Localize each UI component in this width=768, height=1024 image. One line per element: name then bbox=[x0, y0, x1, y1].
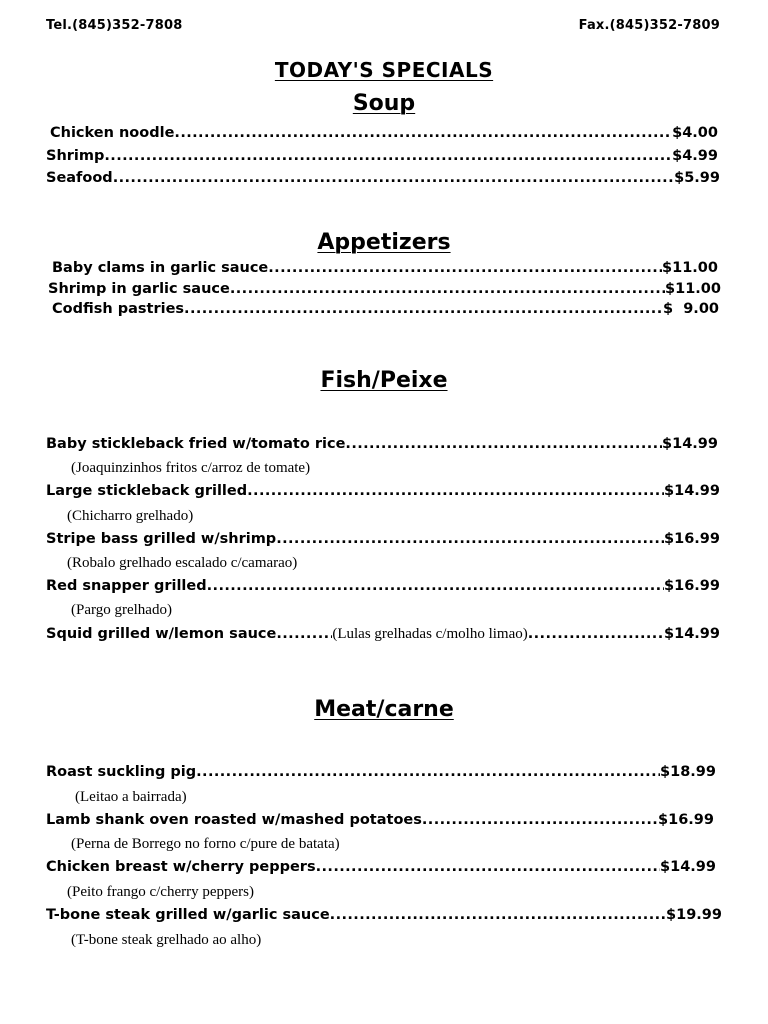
menu-item bbox=[46, 148, 718, 168]
item-name: Lamb shank oven roasted w/mashed potatoes bbox=[46, 812, 422, 828]
item-name: T-bone steak grilled w/garlic sauce bbox=[46, 907, 330, 923]
menu-item bbox=[50, 125, 718, 145]
item-portuguese-name: (T-bone steak grelhado ao alho) bbox=[71, 932, 262, 948]
dot-leader bbox=[345, 436, 662, 452]
item-portuguese-name: (Peito frango c/cherry peppers) bbox=[67, 884, 255, 900]
item-name: Chicken breast w/cherry peppers bbox=[46, 859, 316, 875]
meat-heading bbox=[0, 697, 768, 722]
dot-leader bbox=[422, 812, 658, 828]
fish-heading bbox=[0, 368, 768, 393]
item-price: $16.99 bbox=[664, 578, 720, 594]
item-price: $18.99 bbox=[660, 764, 716, 780]
item-name: Baby clams in garlic sauce bbox=[52, 260, 269, 276]
item-price: $16.99 bbox=[664, 531, 720, 547]
menu-item bbox=[46, 812, 714, 832]
dot-leader bbox=[276, 626, 332, 642]
item-name: Red snapper grilled bbox=[46, 578, 207, 594]
dot-leader bbox=[184, 301, 663, 317]
item-price: $14.99 bbox=[664, 626, 720, 642]
item-portuguese-name: (Lulas grelhadas c/molho limao) bbox=[332, 626, 528, 642]
dot-leader bbox=[113, 170, 674, 186]
item-price: $ 9.00 bbox=[663, 301, 719, 317]
meat-heading-text: Meat/carne bbox=[314, 697, 454, 722]
item-name: Codfish pastries bbox=[52, 301, 185, 317]
item-portuguese-name: (Leitao a bairrada) bbox=[75, 789, 187, 805]
item-price: $4.99 bbox=[672, 148, 718, 164]
menu-item bbox=[52, 301, 719, 321]
item-price: $14.99 bbox=[664, 483, 720, 499]
dot-leader bbox=[207, 578, 664, 594]
item-name: Squid grilled w/lemon sauce bbox=[46, 626, 277, 642]
item-name: Shrimp in garlic sauce bbox=[48, 281, 230, 297]
menu-item bbox=[48, 281, 721, 301]
item-price: $5.99 bbox=[674, 170, 720, 186]
item-name: Seafood bbox=[46, 170, 113, 186]
item-name: Baby stickleback fried w/tomato rice bbox=[46, 436, 346, 452]
menu-item bbox=[46, 859, 716, 879]
dot-leader bbox=[276, 531, 664, 547]
fish-heading-text: Fish/Peixe bbox=[320, 368, 448, 393]
page-title bbox=[0, 58, 768, 82]
soup-heading bbox=[0, 91, 768, 116]
soup-heading-text: Soup bbox=[352, 91, 416, 116]
item-name: Stripe bass grilled w/shrimp bbox=[46, 531, 277, 547]
item-name: Roast suckling pig bbox=[46, 764, 197, 780]
appetizers-heading-text: Appetizers bbox=[317, 230, 451, 255]
item-price: $19.99 bbox=[666, 907, 722, 923]
menu-item bbox=[46, 626, 720, 646]
item-price: $11.00 bbox=[662, 260, 718, 276]
item-portuguese-name: (Robalo grelhado escalado c/camarao) bbox=[67, 555, 298, 571]
item-portuguese-name: (Pargo grelhado) bbox=[71, 602, 172, 618]
dot-leader bbox=[196, 764, 660, 780]
contact-fax: Fax.(845)352-7809 bbox=[578, 18, 720, 33]
contact-telephone: Tel.(845)352-7808 bbox=[46, 18, 183, 33]
dot-leader bbox=[316, 859, 660, 875]
item-price: $4.00 bbox=[672, 125, 718, 141]
item-name: Large stickleback grilled bbox=[46, 483, 248, 499]
dot-leader bbox=[268, 260, 662, 276]
menu-item bbox=[46, 578, 720, 598]
page-title-text: TODAY'S SPECIALS bbox=[274, 58, 494, 82]
item-portuguese-name: (Joaquinzinhos fritos c/arroz de tomate) bbox=[71, 460, 311, 476]
appetizers-heading bbox=[0, 230, 768, 255]
menu-item bbox=[46, 531, 720, 551]
item-price: $11.00 bbox=[665, 281, 721, 297]
item-name: Shrimp bbox=[46, 148, 105, 164]
menu-item bbox=[46, 907, 722, 927]
item-price: $14.99 bbox=[660, 859, 716, 875]
menu-item bbox=[52, 260, 718, 280]
dot-leader bbox=[230, 281, 665, 297]
dot-leader bbox=[247, 483, 664, 499]
item-price: $16.99 bbox=[658, 812, 714, 828]
menu-item bbox=[46, 483, 720, 503]
item-portuguese-name: (Perna de Borrego no forno c/pure de batata) bbox=[71, 836, 340, 852]
item-name: Chicken noodle bbox=[50, 125, 175, 141]
item-portuguese-name: (Chicharro grelhado) bbox=[67, 508, 194, 524]
item-price: $14.99 bbox=[662, 436, 718, 452]
menu-item bbox=[46, 436, 718, 456]
dot-leader bbox=[104, 148, 672, 164]
dot-leader bbox=[174, 125, 672, 141]
dot-leader bbox=[528, 626, 664, 642]
menu-item bbox=[46, 170, 720, 190]
dot-leader bbox=[330, 907, 666, 923]
menu-item bbox=[46, 764, 716, 784]
